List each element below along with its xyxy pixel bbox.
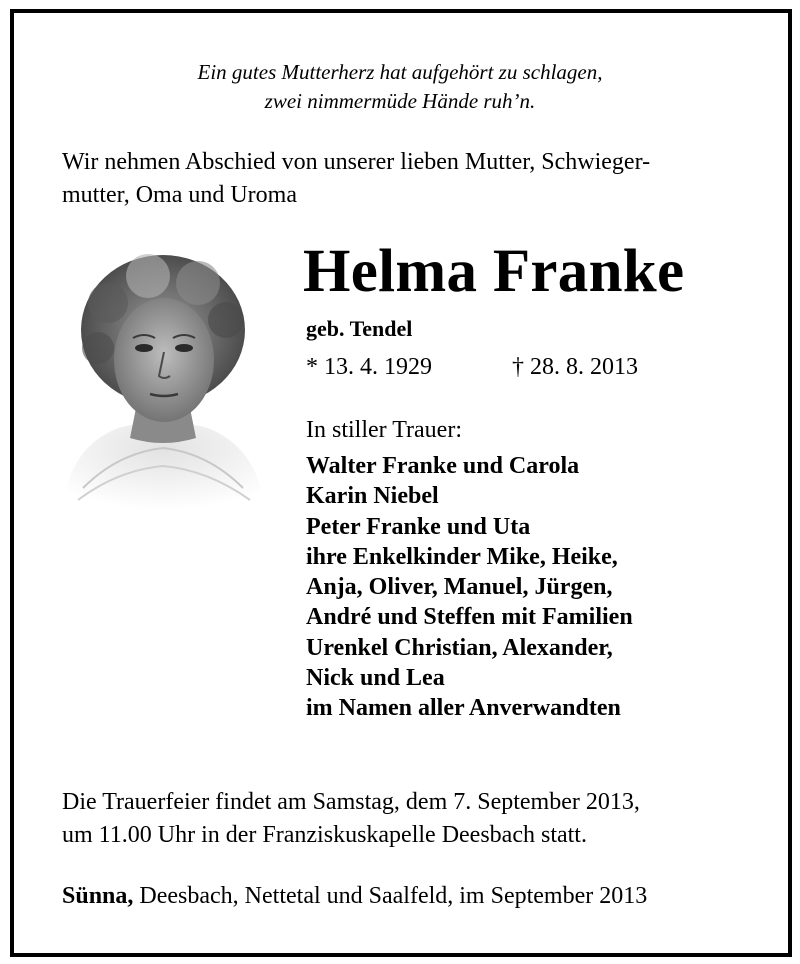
place-bold: Sünna, [62, 883, 134, 909]
portrait-photo [58, 248, 268, 513]
funeral-line-1: Die Trauerfeier findet am Samstag, dem 7. September 2013, [62, 789, 640, 815]
mourner-line: Karin Niebel [306, 483, 439, 510]
epitaph-quote [0, 58, 800, 116]
mourner-line: ihre Enkelkinder Mike, Heike, [306, 543, 618, 570]
mourner-line: Anja, Oliver, Manuel, Jürgen, [306, 574, 613, 601]
deceased-name: Helma Franke [303, 238, 685, 305]
mourner-line: Nick und Lea [306, 665, 445, 692]
mourner-line: Urenkel Christian, Alexander, [306, 634, 613, 661]
death-date: † 28. 8. 2013 [512, 354, 638, 380]
funeral-line-2: um 11.00 Uhr in der Franziskuskapelle Deesbach statt. [62, 822, 587, 848]
mourners-list [306, 451, 633, 724]
life-dates [306, 352, 766, 382]
funeral-notice [62, 786, 762, 852]
birth-date: * 13. 4. 1929 [306, 354, 432, 380]
mourning-heading: In stiller Trauer: [306, 417, 462, 443]
maiden-name: geb. Tendel [306, 316, 413, 341]
quote-line-1: Ein gutes Mutterherz hat aufgehört zu schlagen, [197, 60, 603, 84]
place-and-date [62, 880, 782, 912]
mourner-line: Peter Franke und Uta [306, 513, 531, 540]
mourner-line: im Namen aller Anverwandten [306, 695, 621, 722]
quote-line-2: zwei nimmermüde Hände ruh’n. [264, 89, 536, 113]
mourner-line: André und Steffen mit Familien [306, 604, 633, 631]
intro-line-1: Wir nehmen Abschied von unserer lieben Mutter, Schwieger- [62, 149, 651, 175]
place-rest: Deesbach, Nettetal und Saalfeld, im September 2013 [133, 883, 648, 909]
mourner-line: Walter Franke und Carola [306, 453, 580, 479]
intro-line-2: mutter, Oma und Uroma [62, 182, 297, 208]
intro-text [62, 146, 762, 212]
